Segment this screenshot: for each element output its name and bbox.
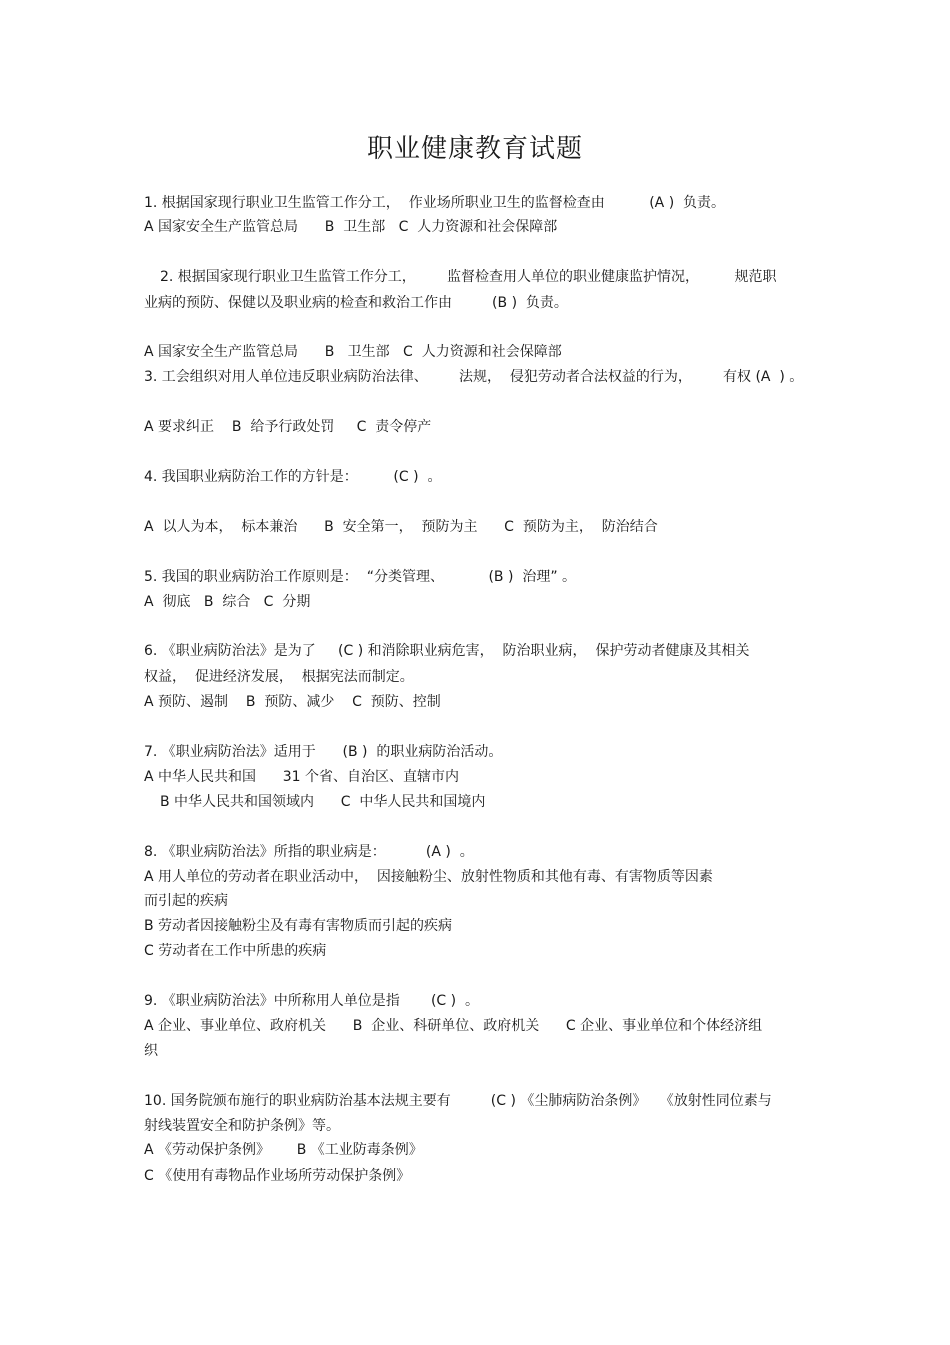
q10-options-ab: A 《劳动保护条例》 B 《工业防毒条例》 [144, 1142, 423, 1158]
q6-line-1: 6. 《职业病防治法》是为了 (C ) 和消除职业病危害， 防治职业病， 保护劳动者健康及其相关 [144, 643, 750, 659]
q8-option-a-cont: 而引起的疾病 [144, 893, 228, 909]
q6-line-2: 权益， 促进经济发展， 根据宪法而制定。 [144, 669, 414, 685]
q10-line-2: 射线装置安全和防护条例》等。 [144, 1118, 340, 1134]
q9-options: A 企业、事业单位、政府机关 B 企业、科研单位、政府机关 C 企业、事业单位和个体经济组 [144, 1018, 763, 1034]
q7-line-1: 7. 《职业病防治法》适用于 (B ) 的职业病防治活动。 [144, 744, 503, 760]
page-title: 职业健康教育试题 [366, 134, 583, 164]
q2-line-1: 2. 根据国家现行职业卫生监管工作分工， 监督检查用人单位的职业健康监护情况， 规范职 [160, 269, 777, 285]
q4-options: A 以人为本， 标本兼治 B 安全第一， 预防为主 C 预防为主， 防治结合 [144, 519, 658, 535]
q2-options: A 国家安全生产监管总局 B 卫生部 C 人力资源和社会保障部 [144, 344, 562, 360]
q1-options: A 国家安全生产监管总局 B 卫生部 C 人力资源和社会保障部 [144, 219, 558, 235]
q9-options-cont: 织 [144, 1043, 158, 1059]
q8-option-c: C 劳动者在工作中所患的疾病 [144, 943, 327, 959]
q2-line-2: 业病的预防、保健以及职业病的检查和救治工作由 (B ) 负责。 [144, 295, 568, 311]
q4-line-1: 4. 我国职业病防治工作的方针是： (C ) 。 [144, 469, 442, 485]
q1-line-1: 1. 根据国家现行职业卫生监管工作分工， 作业场所职业卫生的监督检查由 (A ) 负责。 [144, 195, 726, 211]
q5-line-1: 5. 我国的职业病防治工作原则是： “分类管理、 (B ) 治理” 。 [144, 569, 577, 585]
q3-options: A 要求纠正 B 给予行政处罚 C 责令停产 [144, 419, 432, 435]
q3-line-1: 3. 工会组织对用人单位违反职业病防治法律、 法规， 侵犯劳动者合法权益的行为， 有权 (A ) 。 [144, 369, 804, 385]
q5-options: A 彻底 B 综合 C 分期 [144, 594, 311, 610]
q7-option-bc: B 中华人民共和国领域内 C 中华人民共和国境内 [160, 794, 486, 810]
q10-option-c: C 《使用有毒物品作业场所劳动保护条例》 [144, 1168, 411, 1184]
q8-option-a: A 用人单位的劳动者在职业活动中， 因接触粉尘、放射性物质和其他有毒、有害物质等因素 [144, 869, 713, 885]
q8-option-b: B 劳动者因接触粉尘及有毒有害物质而引起的疾病 [144, 918, 453, 934]
q8-line-1: 8. 《职业病防治法》所指的职业病是： (A ) 。 [144, 844, 474, 860]
q9-line-1: 9. 《职业病防治法》中所称用人单位是指 (C ) 。 [144, 993, 480, 1009]
q6-options: A 预防、遏制 B 预防、减少 C 预防、控制 [144, 694, 441, 710]
q7-option-a: A 中华人民共和国 31 个省、自治区、直辖市内 [144, 769, 459, 785]
q10-line-1: 10. 国务院颁布施行的职业病防治基本法规主要有 (C ) 《尘肺病防治条例》 《放射性同位素与 [144, 1093, 772, 1109]
